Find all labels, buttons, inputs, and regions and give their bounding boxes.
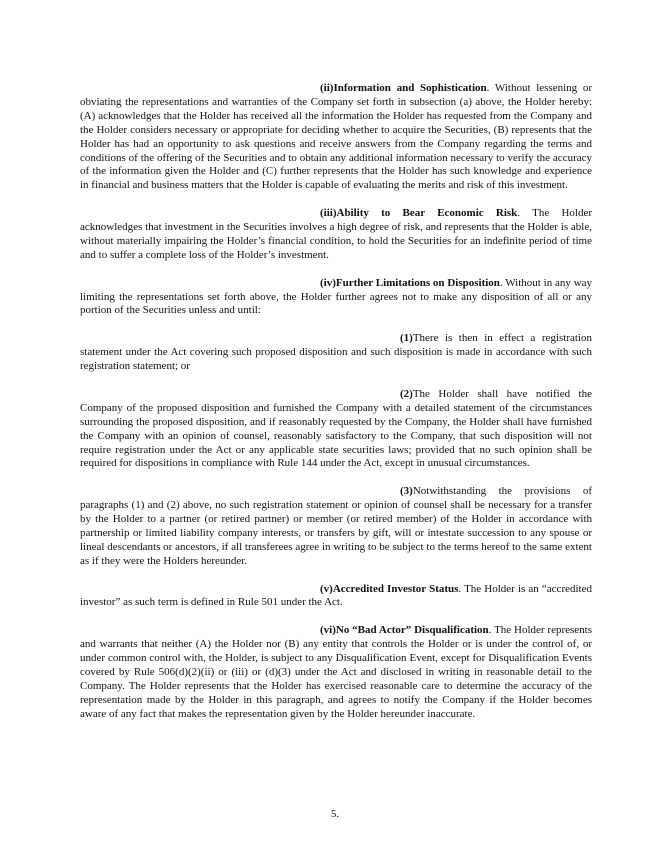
page-number: 5. — [330, 808, 340, 820]
paragraph-spacer — [80, 193, 592, 207]
paragraph-text: . Without lessening or obviating the representations and warranties of the Company set forth in subsection (a) above, the Holder hereby: (A) acknowledges that the Holder has received all the information the Holder has requested from the Company and the Holder considers necessary or appropriate for deciding whether to acquire the Securities, (B) represents that the Holder has had an opportunity to ask questions and receive answers from the Company regarding the terms and conditions of the offering of the Securities and to obtain any additional information necessary to verify the accuracy of the information given the Holder and (C) further represents that the Holder has such knowledge and experience in financial and business matters that the Holder is capable of evaluating the merits and risk of this investment. — [80, 82, 593, 192]
paragraph-text: . The Holder acknowledges that investment in the Securities involves a high degree of risk, and represents that the Holder is able, without materially impairing the Holder’s financial condition, to hold the Securities for an indefinite period of time and to suffer a complete loss of the Holder’s investment. — [80, 207, 592, 261]
paragraph-heading: Accredited Investor Status — [332, 582, 459, 595]
paragraph-heading: Information and Sophistication — [333, 82, 487, 94]
paragraph-text: . The Holder is an “accredited investor” as such term is defined in Rule 501 under the Act. — [80, 582, 592, 609]
document-page — [80, 82, 592, 722]
subparagraph-2 — [80, 388, 592, 471]
subparagraph-text: Notwithstanding the provisions of paragraphs (1) and (2) above, no such registration statement or opinion of counsel shall be necessary for a transfer by the Holder to a partner (or retired partner) or member (or retired member) of the Holder in accordance with partnership or limited liability company interests, or transfers by gift, will or intestate succession to any spouse or lineal descendants or ancestors, if all transferees agree in writing to be subject to the terms hereof to the same extent as if they were the Holders hereunder. — [80, 485, 592, 567]
paragraph-spacer — [80, 263, 592, 277]
paragraph-number: (iii) — [320, 207, 337, 220]
subparagraph-text: There is then in effect a registration statement under the Act covering such proposed disposition and such disposition is made in accordance with such registration statement; or — [80, 332, 592, 373]
subparagraph-1 — [80, 332, 592, 374]
subparagraph-3 — [80, 485, 592, 568]
paragraph-number: (iv) — [320, 276, 336, 289]
paragraph-text: . The Holder represents and warrants that neither (A) the Holder nor (B) any entity that controls the Holder or is under the control of, or under common control with, the Holder, is subject to any Disqualification Event, except for Disqualification Events covered by Rule 506(d)(2)(ii) or (iii) or (d)(3) under the Act and disclosed in writing in reasonable detail to the Company. The Holder represents that the Holder has exercised reasonable care to determine the accuracy of the representation made by the Holder in this paragraph, and agrees to notify the Company if the Holder becomes aware of any fact that makes the representation given by the Holder hereunder inaccurate. — [80, 624, 593, 720]
subparagraph-number: (1) — [400, 332, 413, 345]
paragraph-text: . Without in any way limiting the representations set forth above, the Holder further agrees not to make any disposition of all or any portion of the Securities unless and until: — [80, 276, 592, 317]
paragraph-number: (v) — [320, 582, 333, 595]
subparagraph-text: The Holder shall have notified the Company of the proposed disposition and furnished the Company with a detailed statement of the circumstances surrounding the proposed disposition, and if reasonably requested by the Company, the Holder shall have furnished the Company with an opinion of counsel, reasonably satisfactory to the Company, that such disposition will not require registration under the Act or any applicable state securities laws; provided that no such opinion shall be required for dispositions in compliance with Rule 144 under the Act, except in unusual circumstances. — [80, 387, 592, 470]
subparagraph-number: (3) — [400, 485, 413, 498]
paragraph-number: (ii) — [320, 82, 334, 94]
paragraph-spacer — [80, 569, 592, 583]
paragraph-spacer — [80, 318, 592, 332]
paragraph-bad-actor — [80, 624, 592, 721]
paragraph-number: (vi) — [320, 624, 336, 637]
paragraph-heading: Ability to Bear Economic Risk — [336, 207, 518, 220]
paragraph-spacer — [80, 610, 592, 624]
paragraph-spacer — [80, 374, 592, 388]
paragraph-limitations-disposition — [80, 277, 592, 319]
paragraph-economic-risk — [80, 207, 592, 263]
subparagraph-number: (2) — [400, 387, 413, 400]
paragraph-spacer — [80, 471, 592, 485]
paragraph-information-sophistication — [80, 82, 592, 193]
paragraph-heading: Further Limitations on Disposition — [335, 276, 500, 289]
paragraph-accredited-investor — [80, 583, 592, 611]
paragraph-heading: No “Bad Actor” Disqualification — [335, 624, 489, 637]
